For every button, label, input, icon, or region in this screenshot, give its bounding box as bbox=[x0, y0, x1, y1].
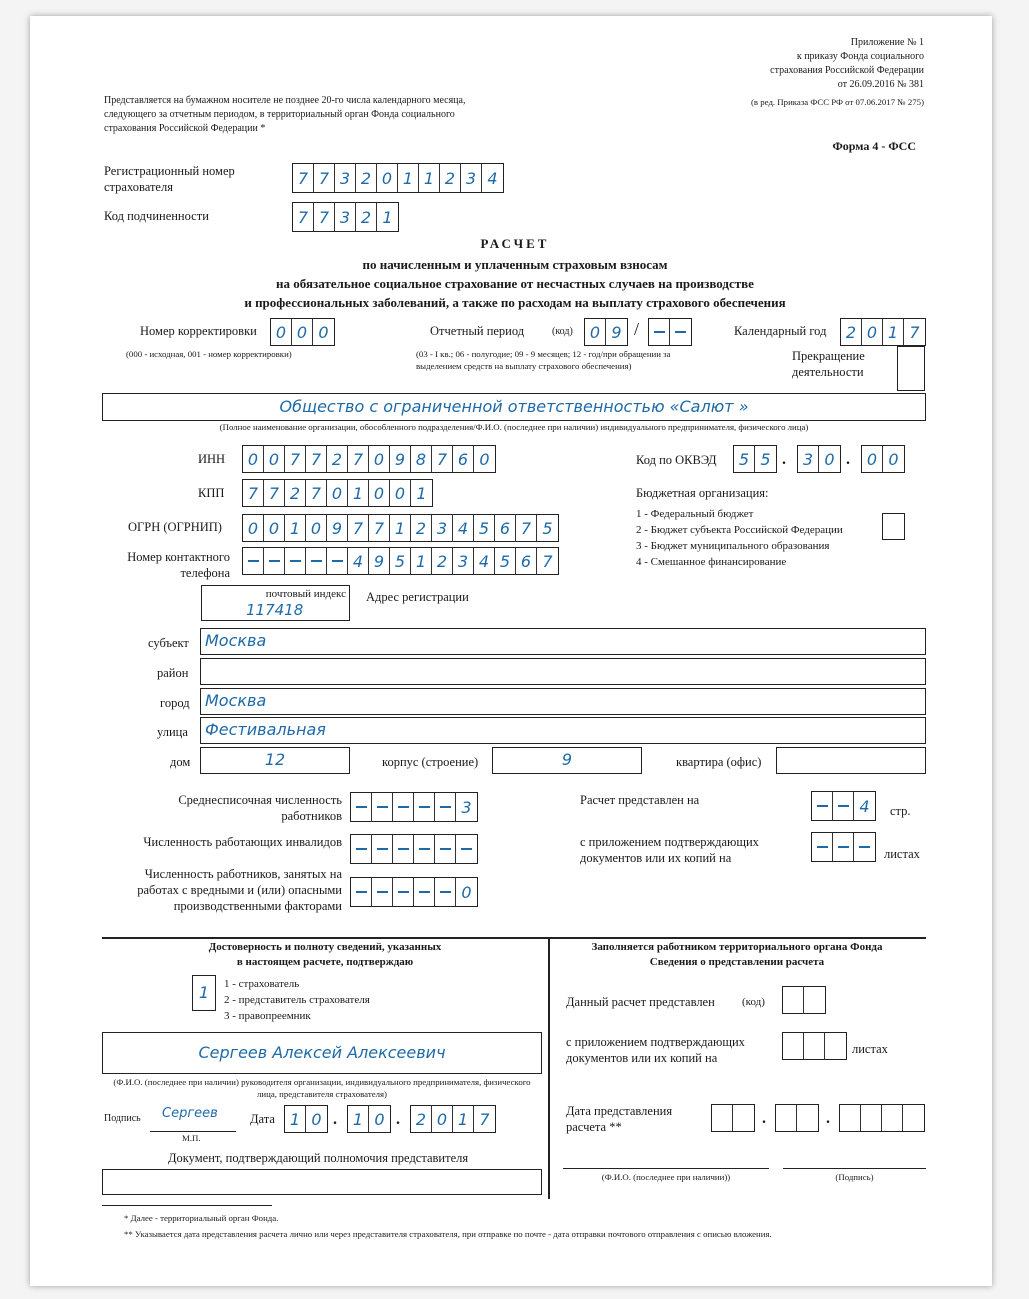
digit-cell[interactable] bbox=[649, 319, 670, 345]
digit-cell[interactable] bbox=[264, 548, 285, 574]
attachments-label: с приложением подтверждающих документов или их копий на bbox=[580, 835, 759, 865]
digit-cell[interactable]: 7 bbox=[243, 480, 264, 506]
avg-headcount-field[interactable] bbox=[350, 792, 478, 822]
sign-date-year[interactable] bbox=[410, 1105, 496, 1133]
signer-name-field[interactable]: Сергеев Алексей Алексеевич bbox=[102, 1032, 542, 1074]
period-label: Отчетный период bbox=[430, 324, 525, 338]
digit-cell[interactable]: 5 bbox=[390, 548, 411, 574]
fund-sign-line bbox=[783, 1168, 926, 1169]
digit-cell[interactable]: 5 bbox=[474, 515, 495, 541]
confirm-role-options: 1 - страхователь 2 - представитель страхователя 3 - правопреемник bbox=[224, 978, 370, 1022]
footnote-2: ** Указывается дата представления расчета лично или через представителя страхователя, при отправке по почте - дата отправки почтового отправления с описью вложения. bbox=[124, 1229, 772, 1239]
digit-cell[interactable] bbox=[833, 833, 854, 861]
digit-cell[interactable]: 4 bbox=[487, 168, 498, 188]
digit-cell[interactable]: 7 bbox=[542, 551, 553, 571]
digit-cell[interactable]: 7 bbox=[306, 480, 327, 506]
okved-label: Код по ОКВЭД bbox=[636, 453, 717, 467]
digit-cell[interactable] bbox=[435, 835, 456, 863]
digit-cell[interactable] bbox=[243, 548, 264, 574]
digit-cell[interactable]: 2 bbox=[411, 1106, 432, 1132]
fund-date-label: Дата представления расчета ** bbox=[566, 1104, 673, 1134]
fund-attachments-field[interactable] bbox=[782, 1032, 847, 1060]
digit-cell[interactable]: 1 bbox=[348, 480, 369, 506]
digit-cell[interactable]: 2 bbox=[432, 548, 453, 574]
fund-attachments-unit: листах bbox=[852, 1042, 888, 1056]
correction-field[interactable] bbox=[270, 318, 335, 346]
digit-cell[interactable]: 0 bbox=[824, 449, 835, 469]
sign-date-dot-2: . bbox=[396, 1111, 400, 1128]
signature-image: Сергеев bbox=[162, 1106, 218, 1121]
okved-group-3[interactable] bbox=[861, 445, 905, 473]
termination-label: Прекращение деятельности bbox=[792, 349, 865, 379]
appendix-note: Приложение № 1 к приказу Фонда социального страхования Российской Федерации от 26.09.2016 № 381 bbox=[770, 37, 924, 90]
digit-cell[interactable]: 0 bbox=[311, 1109, 322, 1129]
digit-cell[interactable]: 1 bbox=[382, 207, 393, 227]
okved-dot-1: . bbox=[782, 451, 786, 468]
fund-date-year[interactable] bbox=[839, 1104, 925, 1132]
submission-note: Представляется на бумажном носителе не позднее 20-го числа календарного месяца, следующего за отчетным периодом, в территориальный орган Фонда социального страхования Российской Федерации * bbox=[104, 95, 466, 134]
building-label: корпус (строение) bbox=[382, 755, 479, 769]
digit-cell[interactable] bbox=[414, 878, 435, 906]
digit-cell[interactable] bbox=[351, 793, 372, 821]
digit-cell[interactable]: 3 bbox=[335, 164, 356, 192]
apartment-field[interactable] bbox=[776, 747, 926, 774]
digit-cell[interactable]: 0 bbox=[862, 319, 883, 345]
digit-cell[interactable]: 1 bbox=[348, 1106, 369, 1132]
digit-cell[interactable]: 7 bbox=[285, 446, 306, 472]
digit-cell[interactable]: 0 bbox=[390, 480, 411, 506]
digit-cell[interactable] bbox=[783, 987, 804, 1013]
digit-cell[interactable] bbox=[903, 1105, 924, 1131]
edition-note: (в ред. Приказа ФСС РФ от 07.06.2017 № 275) bbox=[750, 97, 924, 107]
title-text: по начисленным и уплаченным страховым взносам на обязательное социальное страхование от несчастных случаев на производстве и профессиональных заболеваний, а также по расходам на выплату страхового обеспечения bbox=[244, 257, 786, 310]
fund-date-month[interactable] bbox=[775, 1104, 819, 1132]
phone-field[interactable] bbox=[242, 547, 559, 575]
budget-code-box[interactable] bbox=[882, 513, 905, 540]
digit-cell[interactable] bbox=[351, 878, 372, 906]
digit-cell[interactable] bbox=[812, 792, 833, 820]
fund-date-dot-1: . bbox=[762, 1110, 766, 1127]
digit-cell[interactable] bbox=[670, 319, 691, 345]
digit-cell[interactable]: 7 bbox=[293, 164, 314, 192]
digit-cell[interactable]: 3 bbox=[432, 515, 453, 541]
pages-unit: стр. bbox=[890, 804, 911, 818]
digit-cell[interactable]: 7 bbox=[909, 322, 920, 342]
digit-cell[interactable]: 6 bbox=[495, 515, 516, 541]
postal-code-label: почтовый индекс bbox=[265, 588, 346, 600]
digit-cell[interactable]: 3 bbox=[335, 203, 356, 231]
digit-cell[interactable] bbox=[797, 1105, 818, 1131]
digit-cell[interactable]: 2 bbox=[841, 319, 862, 345]
digit-cell[interactable]: 0 bbox=[374, 1109, 385, 1129]
digit-cell[interactable]: 4 bbox=[348, 548, 369, 574]
postal-code-value: 117418 bbox=[246, 601, 304, 619]
ogrn-field[interactable] bbox=[242, 514, 559, 542]
digit-cell[interactable] bbox=[414, 835, 435, 863]
street-field[interactable]: Фестивальная bbox=[200, 717, 926, 744]
inn-label: ИНН bbox=[198, 452, 226, 466]
digit-cell[interactable] bbox=[861, 1105, 882, 1131]
sign-date-dot-1: . bbox=[333, 1111, 337, 1128]
digit-cell[interactable]: 0 bbox=[461, 882, 472, 902]
street-label: улица bbox=[157, 725, 188, 739]
sign-date-label: Дата bbox=[250, 1112, 275, 1126]
digit-cell[interactable] bbox=[327, 548, 348, 574]
fund-fio-line bbox=[563, 1168, 769, 1169]
digit-cell[interactable]: 5 bbox=[542, 518, 553, 538]
attachments-unit: листах bbox=[884, 847, 920, 861]
digit-cell[interactable]: 1 bbox=[883, 319, 904, 345]
digit-cell[interactable]: 3 bbox=[453, 548, 474, 574]
digit-cell[interactable]: 4 bbox=[474, 548, 495, 574]
digit-cell[interactable] bbox=[854, 833, 875, 861]
year-label: Календарный год bbox=[734, 324, 827, 338]
fund-code-field[interactable] bbox=[782, 986, 826, 1014]
digit-cell[interactable]: 1 bbox=[285, 1106, 306, 1132]
digit-cell[interactable]: 2 bbox=[440, 164, 461, 192]
digit-cell[interactable]: 2 bbox=[411, 515, 432, 541]
digit-cell[interactable] bbox=[393, 835, 414, 863]
digit-cell[interactable]: 0 bbox=[369, 446, 390, 472]
digit-cell[interactable]: 1 bbox=[419, 164, 440, 192]
city-field[interactable]: Москва bbox=[200, 688, 926, 715]
subject-label: субъект bbox=[148, 636, 189, 650]
digit-cell[interactable]: 8 bbox=[411, 446, 432, 472]
digit-cell[interactable]: 7 bbox=[348, 515, 369, 541]
digit-cell[interactable]: 4 bbox=[453, 515, 474, 541]
confirm-role-field[interactable]: 1 bbox=[192, 975, 216, 1011]
kpp-field[interactable] bbox=[242, 479, 433, 507]
house-field[interactable]: 12 bbox=[200, 747, 350, 774]
sign-date-day[interactable] bbox=[284, 1105, 328, 1133]
fund-section-title: Заполняется работником территориального органа Фонда Сведения о представлении расчета bbox=[591, 941, 883, 968]
kpp-label: КПП bbox=[198, 486, 225, 500]
digit-cell[interactable]: 3 bbox=[798, 446, 819, 472]
digit-cell[interactable]: 7 bbox=[314, 164, 335, 192]
digit-cell[interactable]: 7 bbox=[293, 203, 314, 231]
fund-date-dot-2: . bbox=[826, 1110, 830, 1127]
digit-cell[interactable]: 0 bbox=[377, 164, 398, 192]
fund-code-label: (код) bbox=[742, 996, 765, 1008]
period-code-field[interactable] bbox=[584, 318, 628, 346]
digit-cell[interactable] bbox=[804, 1033, 825, 1059]
digit-cell[interactable] bbox=[351, 835, 372, 863]
digit-cell[interactable]: 0 bbox=[432, 1106, 453, 1132]
postal-code-field[interactable] bbox=[201, 585, 350, 621]
digit-cell[interactable]: 1 bbox=[416, 483, 427, 503]
digit-cell[interactable]: 0 bbox=[318, 322, 329, 342]
fund-fio-caption: (Ф.И.О. (последнее при наличии)) bbox=[601, 1172, 731, 1182]
period-note: (03 - I кв.; 06 - полугодие; 09 - 9 месяцев; 12 - год/при обращении за выделением средств на выплату страхового обеспечения) bbox=[416, 349, 671, 371]
digit-cell[interactable] bbox=[414, 793, 435, 821]
digit-cell[interactable]: 0 bbox=[243, 446, 264, 472]
digit-cell[interactable]: 4 bbox=[859, 796, 870, 816]
digit-cell[interactable]: 7 bbox=[348, 446, 369, 472]
disabled-workers-label: Численность работающих инвалидов bbox=[143, 835, 342, 849]
digit-cell[interactable]: 0 bbox=[292, 319, 313, 345]
digit-cell[interactable]: 7 bbox=[369, 515, 390, 541]
digit-cell[interactable] bbox=[840, 1105, 861, 1131]
city-label: город bbox=[160, 696, 190, 710]
budget-label: Бюджетная организация: bbox=[636, 486, 769, 500]
stamp-label: М.П. bbox=[182, 1133, 201, 1143]
signature-label: Подпись bbox=[104, 1113, 141, 1124]
district-label: район bbox=[157, 666, 189, 680]
footnote-1: * Далее - территориальный орган Фонда. bbox=[124, 1213, 279, 1223]
digit-cell[interactable] bbox=[882, 1105, 903, 1131]
digit-cell[interactable] bbox=[456, 835, 477, 863]
digit-cell[interactable]: 0 bbox=[306, 515, 327, 541]
subject-field[interactable]: Москва bbox=[200, 628, 926, 655]
digit-cell[interactable] bbox=[804, 987, 825, 1013]
digit-cell[interactable]: 0 bbox=[243, 515, 264, 541]
digit-cell[interactable]: 6 bbox=[453, 446, 474, 472]
subordination-field[interactable] bbox=[292, 202, 399, 232]
footnote-rule bbox=[102, 1205, 272, 1206]
digit-cell[interactable]: 0 bbox=[888, 449, 899, 469]
house-label: дом bbox=[170, 755, 191, 769]
attachments-field[interactable] bbox=[811, 832, 876, 862]
digit-cell[interactable] bbox=[393, 793, 414, 821]
address-label: Адрес регистрации bbox=[366, 590, 469, 604]
okved-group-2[interactable] bbox=[797, 445, 841, 473]
reg-number-label: Регистрационный номер страхователя bbox=[104, 164, 235, 194]
year-field[interactable] bbox=[840, 318, 926, 346]
signer-name-caption: (Ф.И.О. (последнее при наличии) руководителя организации, индивидуального предпринимателя, физического лица, представителя страхователя) bbox=[113, 1077, 531, 1099]
period-extra-field[interactable] bbox=[648, 318, 692, 346]
confirm-title: Достоверность и полноту сведений, указанных в настоящем расчете, подтверждаю bbox=[208, 941, 442, 968]
phone-label: Номер контактного телефона bbox=[127, 550, 230, 580]
section-vertical-divider bbox=[548, 939, 550, 1199]
digit-cell[interactable] bbox=[712, 1105, 733, 1131]
authority-doc-label: Документ, подтверждающий полномочия представителя bbox=[168, 1151, 469, 1165]
title-word: РАСЧЕТ bbox=[480, 236, 550, 251]
digit-cell[interactable]: 0 bbox=[264, 515, 285, 541]
subordination-label: Код подчиненности bbox=[104, 209, 209, 223]
sign-date-month[interactable] bbox=[347, 1105, 391, 1133]
organization-caption: (Полное наименование организации, обособленного подразделения/Ф.И.О. (последнее при наличии) индивидуального предпринимателя, физического лица) bbox=[219, 422, 809, 432]
digit-cell[interactable]: 6 bbox=[516, 548, 537, 574]
ogrn-label: ОГРН (ОГРНИП) bbox=[128, 520, 222, 534]
digit-cell[interactable]: 7 bbox=[264, 480, 285, 506]
hazard-workers-field[interactable] bbox=[350, 877, 478, 907]
fund-submitted-label: Данный расчет представлен bbox=[566, 995, 715, 1009]
digit-cell[interactable]: 7 bbox=[516, 515, 537, 541]
organization-name-field[interactable]: Общество с ограниченной ответственностью «Салют » bbox=[102, 393, 926, 421]
digit-cell[interactable] bbox=[285, 548, 306, 574]
correction-note: (000 - исходная, 001 - номер корректировки) bbox=[126, 349, 292, 359]
digit-cell[interactable] bbox=[393, 878, 414, 906]
digit-cell[interactable] bbox=[733, 1105, 754, 1131]
digit-cell[interactable]: 7 bbox=[314, 203, 335, 231]
digit-cell[interactable]: 2 bbox=[356, 164, 377, 192]
section-divider bbox=[102, 937, 926, 939]
district-field[interactable] bbox=[200, 658, 926, 685]
digit-cell[interactable]: 7 bbox=[479, 1109, 490, 1129]
pages-field[interactable] bbox=[811, 791, 876, 821]
fund-attachments-label: с приложением подтверждающих документов или их копий на bbox=[566, 1035, 745, 1065]
inn-field[interactable] bbox=[242, 445, 496, 473]
digit-cell[interactable]: 7 bbox=[306, 446, 327, 472]
digit-cell[interactable]: 3 bbox=[461, 797, 472, 817]
digit-cell[interactable]: 0 bbox=[264, 446, 285, 472]
digit-cell[interactable]: 0 bbox=[271, 319, 292, 345]
digit-cell[interactable]: 5 bbox=[734, 446, 755, 472]
digit-cell[interactable]: 5 bbox=[760, 449, 771, 469]
digit-cell[interactable] bbox=[783, 1033, 804, 1059]
apartment-label: квартира (офис) bbox=[676, 755, 762, 769]
pages-label: Расчет представлен на bbox=[580, 793, 700, 807]
digit-cell[interactable] bbox=[372, 835, 393, 863]
hazard-workers-label: Численность работников, занятых на работах с вредными и (или) опасными производственными факторами bbox=[137, 867, 342, 913]
okved-dot-2: . bbox=[846, 451, 850, 468]
digit-cell[interactable]: 0 bbox=[327, 480, 348, 506]
digit-cell[interactable]: 1 bbox=[453, 1106, 474, 1132]
authority-doc-field[interactable] bbox=[102, 1169, 542, 1195]
building-field[interactable]: 9 bbox=[492, 747, 642, 774]
digit-cell[interactable] bbox=[372, 878, 393, 906]
digit-cell[interactable]: 5 bbox=[495, 548, 516, 574]
digit-cell[interactable]: 1 bbox=[285, 515, 306, 541]
digit-cell[interactable]: 1 bbox=[398, 164, 419, 192]
digit-cell[interactable]: 1 bbox=[390, 515, 411, 541]
digit-cell[interactable]: 9 bbox=[390, 446, 411, 472]
correction-label: Номер корректировки bbox=[140, 324, 257, 338]
fund-date-day[interactable] bbox=[711, 1104, 755, 1132]
digit-cell[interactable]: 7 bbox=[432, 446, 453, 472]
period-code-label: (код) bbox=[552, 326, 573, 337]
disabled-workers-field[interactable] bbox=[350, 834, 478, 864]
digit-cell[interactable] bbox=[833, 792, 854, 820]
digit-cell[interactable]: 2 bbox=[356, 203, 377, 231]
digit-cell[interactable] bbox=[776, 1105, 797, 1131]
digit-cell[interactable]: 3 bbox=[461, 164, 482, 192]
okved-group-1[interactable] bbox=[733, 445, 777, 473]
digit-cell[interactable]: 1 bbox=[411, 548, 432, 574]
digit-cell[interactable]: 9 bbox=[611, 322, 622, 342]
digit-cell[interactable]: 0 bbox=[369, 480, 390, 506]
digit-cell[interactable]: 0 bbox=[585, 319, 606, 345]
avg-headcount-label: Среднесписочная численность работников bbox=[178, 793, 342, 823]
digit-cell[interactable]: 2 bbox=[285, 480, 306, 506]
digit-cell[interactable] bbox=[372, 793, 393, 821]
digit-cell[interactable]: 9 bbox=[327, 515, 348, 541]
digit-cell[interactable]: 0 bbox=[479, 449, 490, 469]
digit-cell[interactable]: 0 bbox=[862, 446, 883, 472]
reg-number-field[interactable] bbox=[292, 163, 504, 193]
digit-cell[interactable] bbox=[306, 548, 327, 574]
digit-cell[interactable]: 9 bbox=[369, 548, 390, 574]
digit-cell[interactable] bbox=[435, 878, 456, 906]
digit-cell[interactable] bbox=[812, 833, 833, 861]
digit-cell[interactable] bbox=[435, 793, 456, 821]
period-slash: / bbox=[634, 319, 640, 339]
fund-sign-caption: (Подпись) bbox=[835, 1172, 874, 1182]
termination-box[interactable] bbox=[897, 346, 925, 391]
budget-options: 1 - Федеральный бюджет 2 - Бюджет субъекта Российской Федерации 3 - Бюджет муниципального образования 4 - Смешанное финансирование bbox=[636, 508, 843, 568]
form-name: Форма 4 - ФСС bbox=[832, 139, 916, 153]
digit-cell[interactable]: 2 bbox=[327, 446, 348, 472]
digit-cell[interactable] bbox=[825, 1033, 846, 1059]
